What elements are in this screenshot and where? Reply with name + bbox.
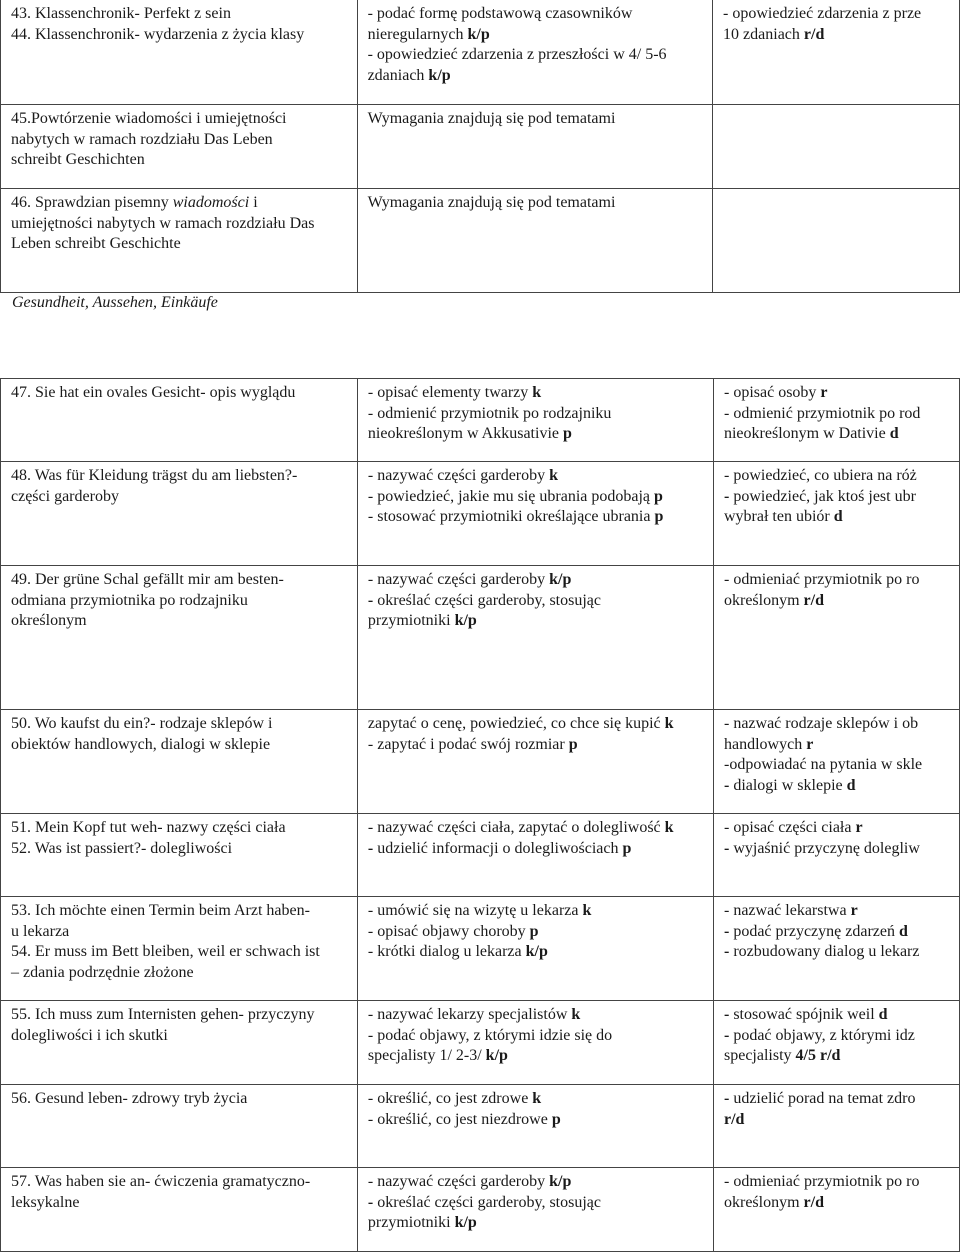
level-marker: p	[529, 922, 539, 940]
topic-cell	[1, 1168, 358, 1252]
basic-requirements-cell	[357, 105, 712, 189]
requirement-line	[724, 714, 953, 735]
text-fragment: nieokreślonym w Dativie	[723, 425, 890, 442]
text-fragment: - powiedzieć, co ubiera na róż	[723, 467, 917, 484]
requirement-line	[368, 1110, 707, 1131]
basic-requirements-cell	[357, 814, 713, 897]
topic-line: 45.Powtórzenie wiadomości i umiejętności	[11, 110, 287, 127]
level-marker: k/p	[549, 571, 572, 588]
text-fragment	[1, 0, 960, 293]
level-marker: k/p	[454, 612, 477, 629]
requirement-line	[724, 507, 953, 528]
topic-cell	[1, 189, 358, 293]
requirement-line: Wymagania znajdują się pod tematami	[367, 194, 616, 211]
topic-line: 55. Ich muss zum Internisten gehen- przyczyny	[11, 1006, 315, 1023]
extended-requirements-cell	[713, 1001, 959, 1085]
basic-requirements-cell	[357, 0, 712, 105]
text-fragment: wyjaśnić przyczynę dolegliw	[733, 839, 920, 857]
requirement-line	[368, 714, 707, 735]
text-fragment: podać przyczynę zdarzeń	[733, 922, 899, 940]
topic-line: 50. Wo kaufst du ein?- rodzaje sklepów i	[11, 715, 273, 732]
requirement-line	[368, 1213, 707, 1234]
requirement-line	[724, 735, 953, 756]
level-marker: k/p	[467, 25, 490, 43]
basic-requirements-cell	[357, 189, 712, 293]
requirement-line	[368, 922, 707, 943]
requirement-line	[724, 383, 953, 404]
requirement-line	[368, 839, 707, 860]
text-fragment: udzielić porad na temat zdro	[733, 1090, 916, 1107]
text-fragment: - podać formę podstawową czasowników	[367, 5, 633, 22]
level-marker: p	[551, 1110, 561, 1128]
text-fragment: - określić, co jest niezdrowe	[367, 1110, 552, 1128]
level-marker: -	[723, 922, 734, 940]
level-marker: d	[833, 508, 843, 525]
extended-requirements-cell	[713, 189, 960, 293]
topic-line: odmiana przymiotnika po rodzajniku	[11, 591, 248, 609]
extended-requirements-cell	[713, 814, 959, 897]
text-fragment: wybrał ten ubiór	[723, 508, 834, 525]
text-fragment: - nazywać części garderoby	[367, 1173, 550, 1190]
basic-requirements-cell	[357, 1168, 713, 1252]
text-fragment: określonym	[723, 591, 804, 609]
text-fragment: określać części garderoby, stosując	[377, 591, 601, 609]
extended-requirements-cell	[713, 710, 959, 814]
text-fragment: stosować spójnik weil	[733, 1006, 879, 1023]
level-marker: k	[664, 819, 674, 836]
level-marker: k/p	[428, 66, 451, 84]
extended-requirements-cell	[713, 1168, 959, 1252]
level-marker: -	[723, 839, 734, 857]
text-fragment: zdaniach	[367, 66, 429, 84]
requirement-line	[368, 611, 707, 632]
requirement-line	[723, 25, 953, 46]
requirement-line	[368, 1005, 707, 1026]
topic-cell	[1, 105, 358, 189]
requirement-line	[368, 66, 706, 87]
topic-line: 56. Gesund leben- zdrowy tryb życia	[11, 1090, 248, 1107]
requirement-line	[368, 404, 707, 425]
requirement-line	[368, 45, 706, 66]
table-row	[1, 814, 960, 897]
requirement-line	[368, 25, 706, 46]
topic-line: nabytych w ramach rozdziału Das Leben	[11, 130, 273, 148]
level-marker: r	[850, 902, 858, 919]
topic-cell	[1, 1001, 358, 1085]
text-fragment: i	[249, 194, 258, 211]
level-marker: d	[878, 1006, 888, 1023]
requirement-line	[368, 466, 707, 487]
topic-line: 53. Ich möchte einen Termin beim Arzt haben-	[11, 902, 310, 919]
requirement-line	[368, 942, 707, 963]
topic-line	[11, 193, 351, 214]
requirement-line	[368, 1089, 707, 1110]
level-marker: -	[367, 591, 378, 609]
level-marker: p	[622, 839, 632, 857]
text-fragment: - opisać elementy twarzy	[367, 384, 533, 401]
text-fragment: specjalisty	[723, 1047, 796, 1064]
text-fragment: przymiotniki	[367, 1214, 455, 1231]
text-fragment: nieregularnych	[367, 25, 468, 43]
text-fragment: wiadomości	[172, 194, 250, 211]
level-marker: -	[723, 1090, 734, 1107]
table-row	[1, 897, 960, 1001]
level-marker: r	[855, 819, 863, 836]
topic-cell	[1, 0, 358, 105]
requirement-line	[368, 1193, 707, 1214]
level-marker: -	[723, 487, 734, 505]
text-fragment: zapytać o cenę, powiedzieć, co chce się kupić	[367, 715, 665, 732]
text-fragment: - nazywać lekarzy specjalistów	[367, 1006, 572, 1023]
level-marker: k	[664, 715, 674, 732]
text-fragment	[1, 379, 960, 1252]
topic-cell	[1, 814, 358, 897]
level-marker: k/p	[525, 943, 548, 960]
topic-cell	[1, 897, 358, 1001]
topic-line: – zdania podrzędnie złożone	[11, 963, 194, 981]
level-marker: k	[532, 1090, 542, 1107]
topic-line: umiejętności nabytych w ramach rozdziału Das	[11, 214, 315, 232]
text-fragment: - odmieniać przymiotnik po ro	[723, 1173, 920, 1190]
text-fragment: - nazwać lekarstwa	[723, 902, 851, 919]
curriculum-table-top	[0, 0, 960, 293]
requirement-line	[724, 570, 953, 591]
requirement-line	[368, 487, 707, 508]
requirement-line	[724, 755, 953, 776]
extended-requirements-cell	[713, 462, 959, 566]
basic-requirements-cell	[357, 566, 713, 710]
requirement-line	[724, 1110, 953, 1131]
extended-requirements-cell	[713, 105, 960, 189]
topic-line: 49. Der grüne Schal gefällt mir am besten-	[11, 571, 284, 588]
table-row	[1, 566, 960, 710]
text-fragment: - opisać objawy choroby	[367, 922, 530, 940]
requirement-line	[724, 839, 953, 860]
text-fragment: 46. Sprawdzian pisemny	[11, 194, 173, 211]
requirement-line	[368, 1172, 707, 1193]
requirement-line	[724, 942, 953, 963]
basic-requirements-cell	[357, 462, 713, 566]
text-fragment: - opisać części ciała	[723, 819, 856, 836]
requirement-line	[368, 1026, 707, 1047]
topic-line: 43. Klassenchronik- Perfekt z sein	[11, 5, 231, 22]
requirement-line	[368, 4, 706, 25]
requirement-line	[724, 1089, 953, 1110]
requirement-line	[724, 424, 953, 445]
level-marker: r/d	[803, 1193, 824, 1211]
text-fragment: - nazywać części garderoby	[367, 571, 550, 588]
topic-line: 54. Er muss im Bett bleiben, weil er schwach ist	[11, 943, 320, 960]
text-fragment: przymiotniki	[367, 612, 455, 629]
basic-requirements-cell	[357, 710, 713, 814]
text-fragment: - nazywać części garderoby	[367, 467, 550, 484]
extended-requirements-cell	[713, 0, 960, 105]
topic-line: 47. Sie hat ein ovales Gesicht- opis wyglądu	[11, 384, 296, 401]
requirement-line	[724, 1005, 953, 1026]
table-row	[1, 0, 960, 105]
requirement-line	[368, 1046, 707, 1067]
requirement-line	[724, 466, 953, 487]
basic-requirements-cell	[357, 897, 713, 1001]
topic-line: 57. Was haben sie an- ćwiczenia gramatyczno-	[11, 1173, 311, 1190]
topic-line: leksykalne	[11, 1193, 80, 1211]
level-marker: -	[367, 839, 378, 857]
requirement-line	[724, 1046, 953, 1067]
extended-requirements-cell	[713, 897, 959, 1001]
requirement-line	[724, 591, 953, 612]
text-fragment: - opowiedzieć zdarzenia z prze	[723, 5, 922, 22]
text-fragment: - nazywać części ciała, zapytać o dolegliwość	[367, 819, 665, 836]
topic-line: 48. Was für Kleidung trägst du am liebsten?-	[11, 467, 298, 484]
topic-line: 51. Mein Kopf tut weh- nazwy części ciała	[11, 819, 286, 836]
requirement-line	[724, 404, 953, 425]
topic-cell	[1, 379, 358, 462]
requirement-line	[368, 591, 707, 612]
extended-requirements-cell	[713, 566, 959, 710]
requirement-line	[368, 735, 707, 756]
text-fragment: - odmieniać przymiotnik po ro	[723, 571, 920, 588]
table-row	[1, 462, 960, 566]
extended-requirements-cell	[713, 379, 959, 462]
basic-requirements-cell	[357, 379, 713, 462]
table-row	[1, 710, 960, 814]
requirement-line	[368, 383, 707, 404]
level-marker: d	[889, 425, 899, 442]
level-marker: -	[723, 1026, 734, 1044]
curriculum-table-main	[0, 378, 960, 1252]
requirement-line	[368, 901, 707, 922]
basic-requirements-cell	[357, 1085, 713, 1168]
text-fragment: nieokreślonym w Akkusativie	[367, 425, 563, 442]
text-fragment: powiedzieć, jak ktoś jest ubr	[733, 487, 916, 505]
level-marker: k	[571, 1006, 581, 1023]
table-row	[1, 1001, 960, 1085]
topic-line: u lekarza	[11, 922, 70, 940]
level-marker: -	[723, 943, 734, 960]
text-fragment: rozbudowany dialog u lekarz	[733, 943, 920, 960]
basic-requirements-cell	[357, 1001, 713, 1085]
requirement-line: Wymagania znajdują się pod tematami	[367, 110, 616, 127]
text-fragment: 10 zdaniach	[723, 25, 804, 43]
requirement-line	[724, 1193, 953, 1214]
level-marker: k	[549, 467, 559, 484]
text-fragment: określonym	[723, 1193, 804, 1211]
requirement-line	[724, 776, 953, 797]
table-row	[1, 1085, 960, 1168]
level-marker: d	[898, 922, 908, 940]
requirement-line	[724, 922, 953, 943]
text-fragment: - podać objawy, z którymi idzie się do	[367, 1026, 613, 1044]
text-fragment: - umówić się na wizytę u lekarza	[367, 902, 583, 919]
level-marker: -	[723, 776, 734, 794]
topic-line: dolegliwości i ich skutki	[11, 1026, 168, 1044]
text-fragment: udzielić informacji o dolegliwościach	[377, 839, 623, 857]
text-fragment: - powiedzieć, jakie mu się ubrania podobają	[367, 487, 655, 505]
text-fragment: - odmienić przymiotnik po rod	[723, 404, 921, 422]
table-row	[1, 1168, 960, 1252]
table-row	[1, 189, 960, 293]
level-marker: r/d	[803, 25, 825, 43]
text-fragment: - określić, co jest zdrowe	[367, 1090, 533, 1107]
level-marker: -	[723, 1006, 734, 1023]
topic-line: Leben schreibt Geschichte	[11, 235, 181, 252]
topic-cell	[1, 710, 358, 814]
level-marker: k/p	[485, 1047, 508, 1064]
level-marker: k/p	[454, 1214, 477, 1231]
level-marker: p	[563, 425, 572, 442]
requirement-line	[723, 4, 953, 25]
requirement-line	[368, 818, 707, 839]
topic-line: określonym	[11, 612, 87, 629]
level-marker: 4/5 r/d	[795, 1047, 841, 1064]
topic-cell	[1, 462, 358, 566]
topic-line: 44. Klassenchronik- wydarzenia z życia klasy	[11, 25, 305, 43]
topic-cell	[1, 1085, 358, 1168]
requirement-line	[368, 424, 707, 445]
level-marker: d	[846, 776, 856, 794]
text-fragment: - nazwać rodzaje sklepów i ob	[723, 715, 919, 732]
topic-line: schreibt Geschichten	[11, 151, 145, 168]
level-marker: p	[568, 735, 578, 753]
level-marker: k	[532, 384, 542, 401]
requirement-line	[368, 570, 707, 591]
topic-line: 52. Was ist passiert?- dolegliwości	[11, 839, 233, 857]
topic-cell	[1, 566, 358, 710]
level-marker: r	[806, 735, 814, 753]
requirement-line	[724, 818, 953, 839]
text-fragment: handlowych	[723, 735, 807, 753]
text-fragment: - opisać osoby	[723, 384, 821, 401]
level-marker: k/p	[549, 1173, 572, 1190]
text-fragment: - opowiedzieć zdarzenia z przeszłości w 4/ 5-6	[367, 46, 667, 63]
text-fragment: określać części garderoby, stosując	[377, 1193, 601, 1211]
text-fragment: dialogi w sklepie	[733, 776, 847, 794]
table-row	[1, 105, 960, 189]
text-fragment: - odmienić przymiotnik po rodzajniku	[367, 404, 612, 422]
level-marker: r/d	[723, 1110, 745, 1128]
level-marker: -	[367, 1193, 378, 1211]
text-fragment: - zapytać i podać swój rozmiar	[367, 735, 569, 753]
text-fragment: -odpowiadać na pytania w skle	[723, 756, 923, 773]
text-fragment: podać objawy, z którymi idz	[733, 1026, 915, 1044]
section-title: Gesundheit, Aussehen, Einkäufe	[12, 294, 218, 311]
text-fragment: specjalisty 1/ 2-3/	[367, 1047, 486, 1064]
level-marker: k	[582, 902, 592, 919]
level-marker: p	[654, 487, 663, 505]
topic-line: obiektów handlowych, dialogi w sklepie	[11, 735, 271, 753]
requirement-line	[368, 507, 707, 528]
level-marker: r	[820, 384, 828, 401]
text-fragment: - stosować przymiotniki określające ubrania	[367, 508, 655, 525]
extended-requirements-cell	[713, 1085, 959, 1168]
level-marker: r/d	[803, 591, 824, 609]
requirement-line	[724, 1172, 953, 1193]
text-fragment: - krótki dialog u lekarza	[367, 943, 526, 960]
level-marker: p	[654, 508, 664, 525]
table-row	[1, 379, 960, 462]
topic-line: części garderoby	[11, 487, 119, 505]
requirement-line	[724, 901, 953, 922]
requirement-line	[724, 1026, 953, 1047]
requirement-line	[724, 487, 953, 508]
